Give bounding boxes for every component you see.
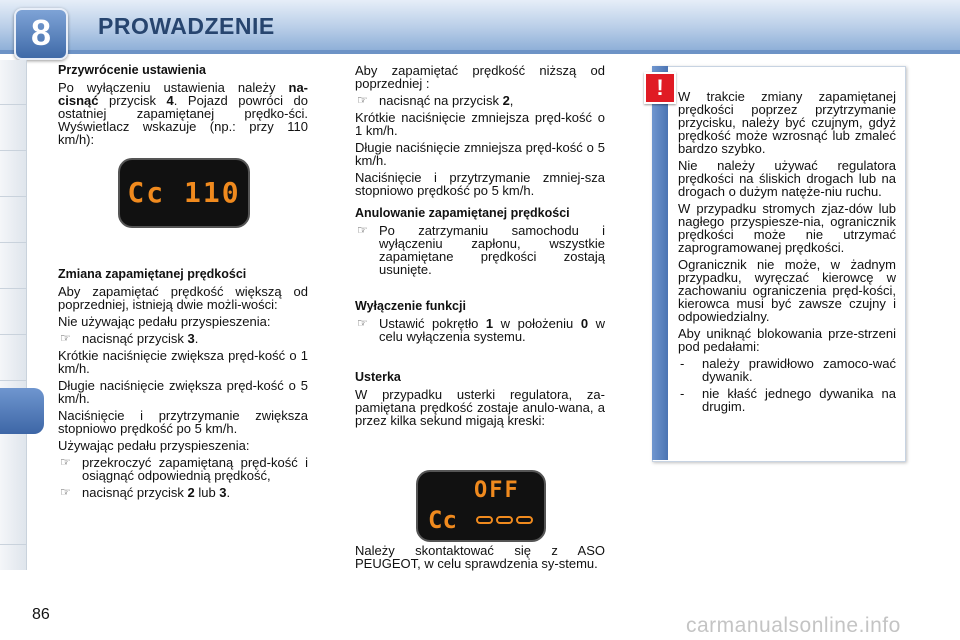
- dash-item: - należy prawidłowo zamoco-wać dywanik.: [680, 356, 896, 384]
- exclamation-icon: !: [644, 72, 676, 104]
- section-tab[interactable]: [0, 60, 26, 105]
- bullet-item: ☞ nacisnąć przycisk 3.: [60, 331, 199, 346]
- dash-segment: [516, 516, 533, 524]
- section-tab-active[interactable]: [0, 388, 44, 434]
- cruise-display-memorised: [118, 158, 250, 228]
- paragraph: Po wyłączeniu ustawienia należy na-cisnąć przycisk 4. Pojazd powróci do ostatniej zapamiętanej prędko-ści. Wyświetlacz wskazuje (np.: przy 110 km/h):: [58, 80, 309, 147]
- section-tab[interactable]: [0, 500, 26, 545]
- hand-pointing-icon: ☞: [60, 485, 71, 499]
- bullet-item: ☞ Ustawić pokrętło 1 w położeniu 0 w celu wyłączenia systemu.: [357, 316, 606, 344]
- paragraph: Należy skontaktować się z ASO PEUGEOT, w celu sprawdzenia sy-stemu.: [355, 543, 605, 571]
- bullet-item: ☞ nacisnąć na przycisk 2,: [357, 93, 514, 108]
- paragraph: Krótkie naciśnięcie zwiększa pręd-kość o 1 km/h.: [58, 348, 308, 376]
- cruise-display-fault: [416, 470, 546, 542]
- section-tabs: [0, 60, 27, 570]
- display-cc-text: Cc: [428, 506, 457, 534]
- dash-segment: [496, 516, 513, 524]
- page-number: 86: [32, 606, 50, 623]
- bullet-item: ☞ przekroczyć zapamiętaną pręd-kość i osiągnąć odpowiednią prędkość,: [60, 455, 308, 483]
- paragraph: Krótkie naciśnięcie zmniejsza pręd-kość o 1 km/h.: [355, 110, 605, 138]
- column-middle-footer: [355, 544, 605, 574]
- section-tab[interactable]: [0, 198, 26, 243]
- section-tab[interactable]: [0, 106, 26, 151]
- paragraph: W przypadku stromych zjaz-dów lub nagłego przyspiesze-nia, ogranicznik prędkości może nie utrzymać zaprogramowanej prędkości.: [678, 201, 896, 255]
- heading-switch-off: Wyłączenie funkcji: [355, 299, 466, 313]
- section-tab[interactable]: [0, 290, 26, 335]
- paragraph: Aby zapamiętać prędkość niższą od poprzedniej :: [355, 63, 605, 91]
- hand-pointing-icon: ☞: [357, 316, 368, 330]
- section-tab[interactable]: [0, 244, 26, 289]
- paragraph: Naciśnięcie i przytrzymanie zmniej-sza stopniowo prędkość po 5 km/h.: [355, 170, 605, 198]
- paragraph: Używając pedału przyspieszenia:: [58, 438, 250, 453]
- paragraph: Ogranicznik nie może, w żadnym przypadku, wyręczać kierowcę w zachowaniu ograniczenia pręd-kości, kierowca musi być zawsze czujny i odpowiedzialny.: [678, 257, 896, 324]
- section-tab[interactable]: [0, 336, 26, 381]
- hand-pointing-icon: ☞: [357, 93, 368, 107]
- dash-bullet: -: [680, 356, 685, 371]
- paragraph: Naciśnięcie i przytrzymanie zwiększa stopniowo prędkość po 5 km/h.: [58, 408, 308, 436]
- bullet-item: ☞ nacisnąć przycisk 2 lub 3.: [60, 485, 231, 500]
- paragraph: Aby zapamiętać prędkość większą od poprzedniej, istnieją dwie możli-wości:: [58, 284, 308, 312]
- chapter-number-badge: 8: [14, 8, 68, 60]
- dash-bullet: -: [680, 386, 685, 401]
- paragraph: Długie naciśnięcie zmniejsza pręd-kość o 5 km/h.: [355, 140, 605, 168]
- hand-pointing-icon: ☞: [357, 223, 368, 237]
- hand-pointing-icon: ☞: [60, 455, 71, 469]
- heading-cancel: Anulowanie zapamiętanej prędkości: [355, 206, 570, 220]
- paragraph: W trakcie zmiany zapamiętanej prędkości poprzez przytrzymanie przycisku, należy być czujnym, gdyż prędkość może wzrosnąć lub zmaleć bardzo szybko.: [678, 89, 896, 156]
- paragraph: Aby uniknąć blokowania prze-strzeni pod pedałami:: [678, 326, 896, 354]
- warning-box-sidebar: [652, 66, 668, 460]
- warning-text: [678, 90, 896, 417]
- heading-restore: Przywrócenie ustawienia: [58, 63, 206, 77]
- heading-fault: Usterka: [355, 370, 401, 384]
- chapter-title: PROWADZENIE: [98, 13, 275, 39]
- dash-segment: [476, 516, 493, 524]
- column-left: [58, 64, 308, 503]
- hand-pointing-icon: ☞: [60, 331, 71, 345]
- dash-item: - nie kłaść jednego dywanika na drugim.: [680, 386, 896, 414]
- paragraph: W przypadku usterki regulatora, za-pamiętana prędkość zostaje anulo-wana, a przez kilka sekund migają kreski:: [355, 387, 605, 428]
- display-off-text: OFF: [474, 478, 520, 503]
- paragraph: Długie naciśnięcie zwiększa pręd-kość o 5 km/h.: [58, 378, 308, 406]
- section-tab[interactable]: [0, 152, 26, 197]
- display-readout: Cc 110: [127, 176, 241, 209]
- column-middle: [355, 64, 605, 431]
- display-flashing-dashes: [476, 516, 536, 526]
- heading-change-speed: Zmiana zapamiętanej prędkości: [58, 267, 247, 281]
- header-underline: [0, 50, 960, 54]
- watermark: carmanualsonline.info: [686, 614, 901, 637]
- bullet-item: ☞ Po zatrzymaniu samochodu i wyłączeniu zapłonu, wszystkie zapamiętane prędkości zostają usunięte.: [357, 223, 605, 277]
- paragraph: Nie należy używać regulatora prędkości na śliskich drogach lub na drogach o dużym natęże-niu ruchu.: [678, 158, 896, 199]
- paragraph: Nie używając pedału przyspieszenia:: [58, 314, 271, 329]
